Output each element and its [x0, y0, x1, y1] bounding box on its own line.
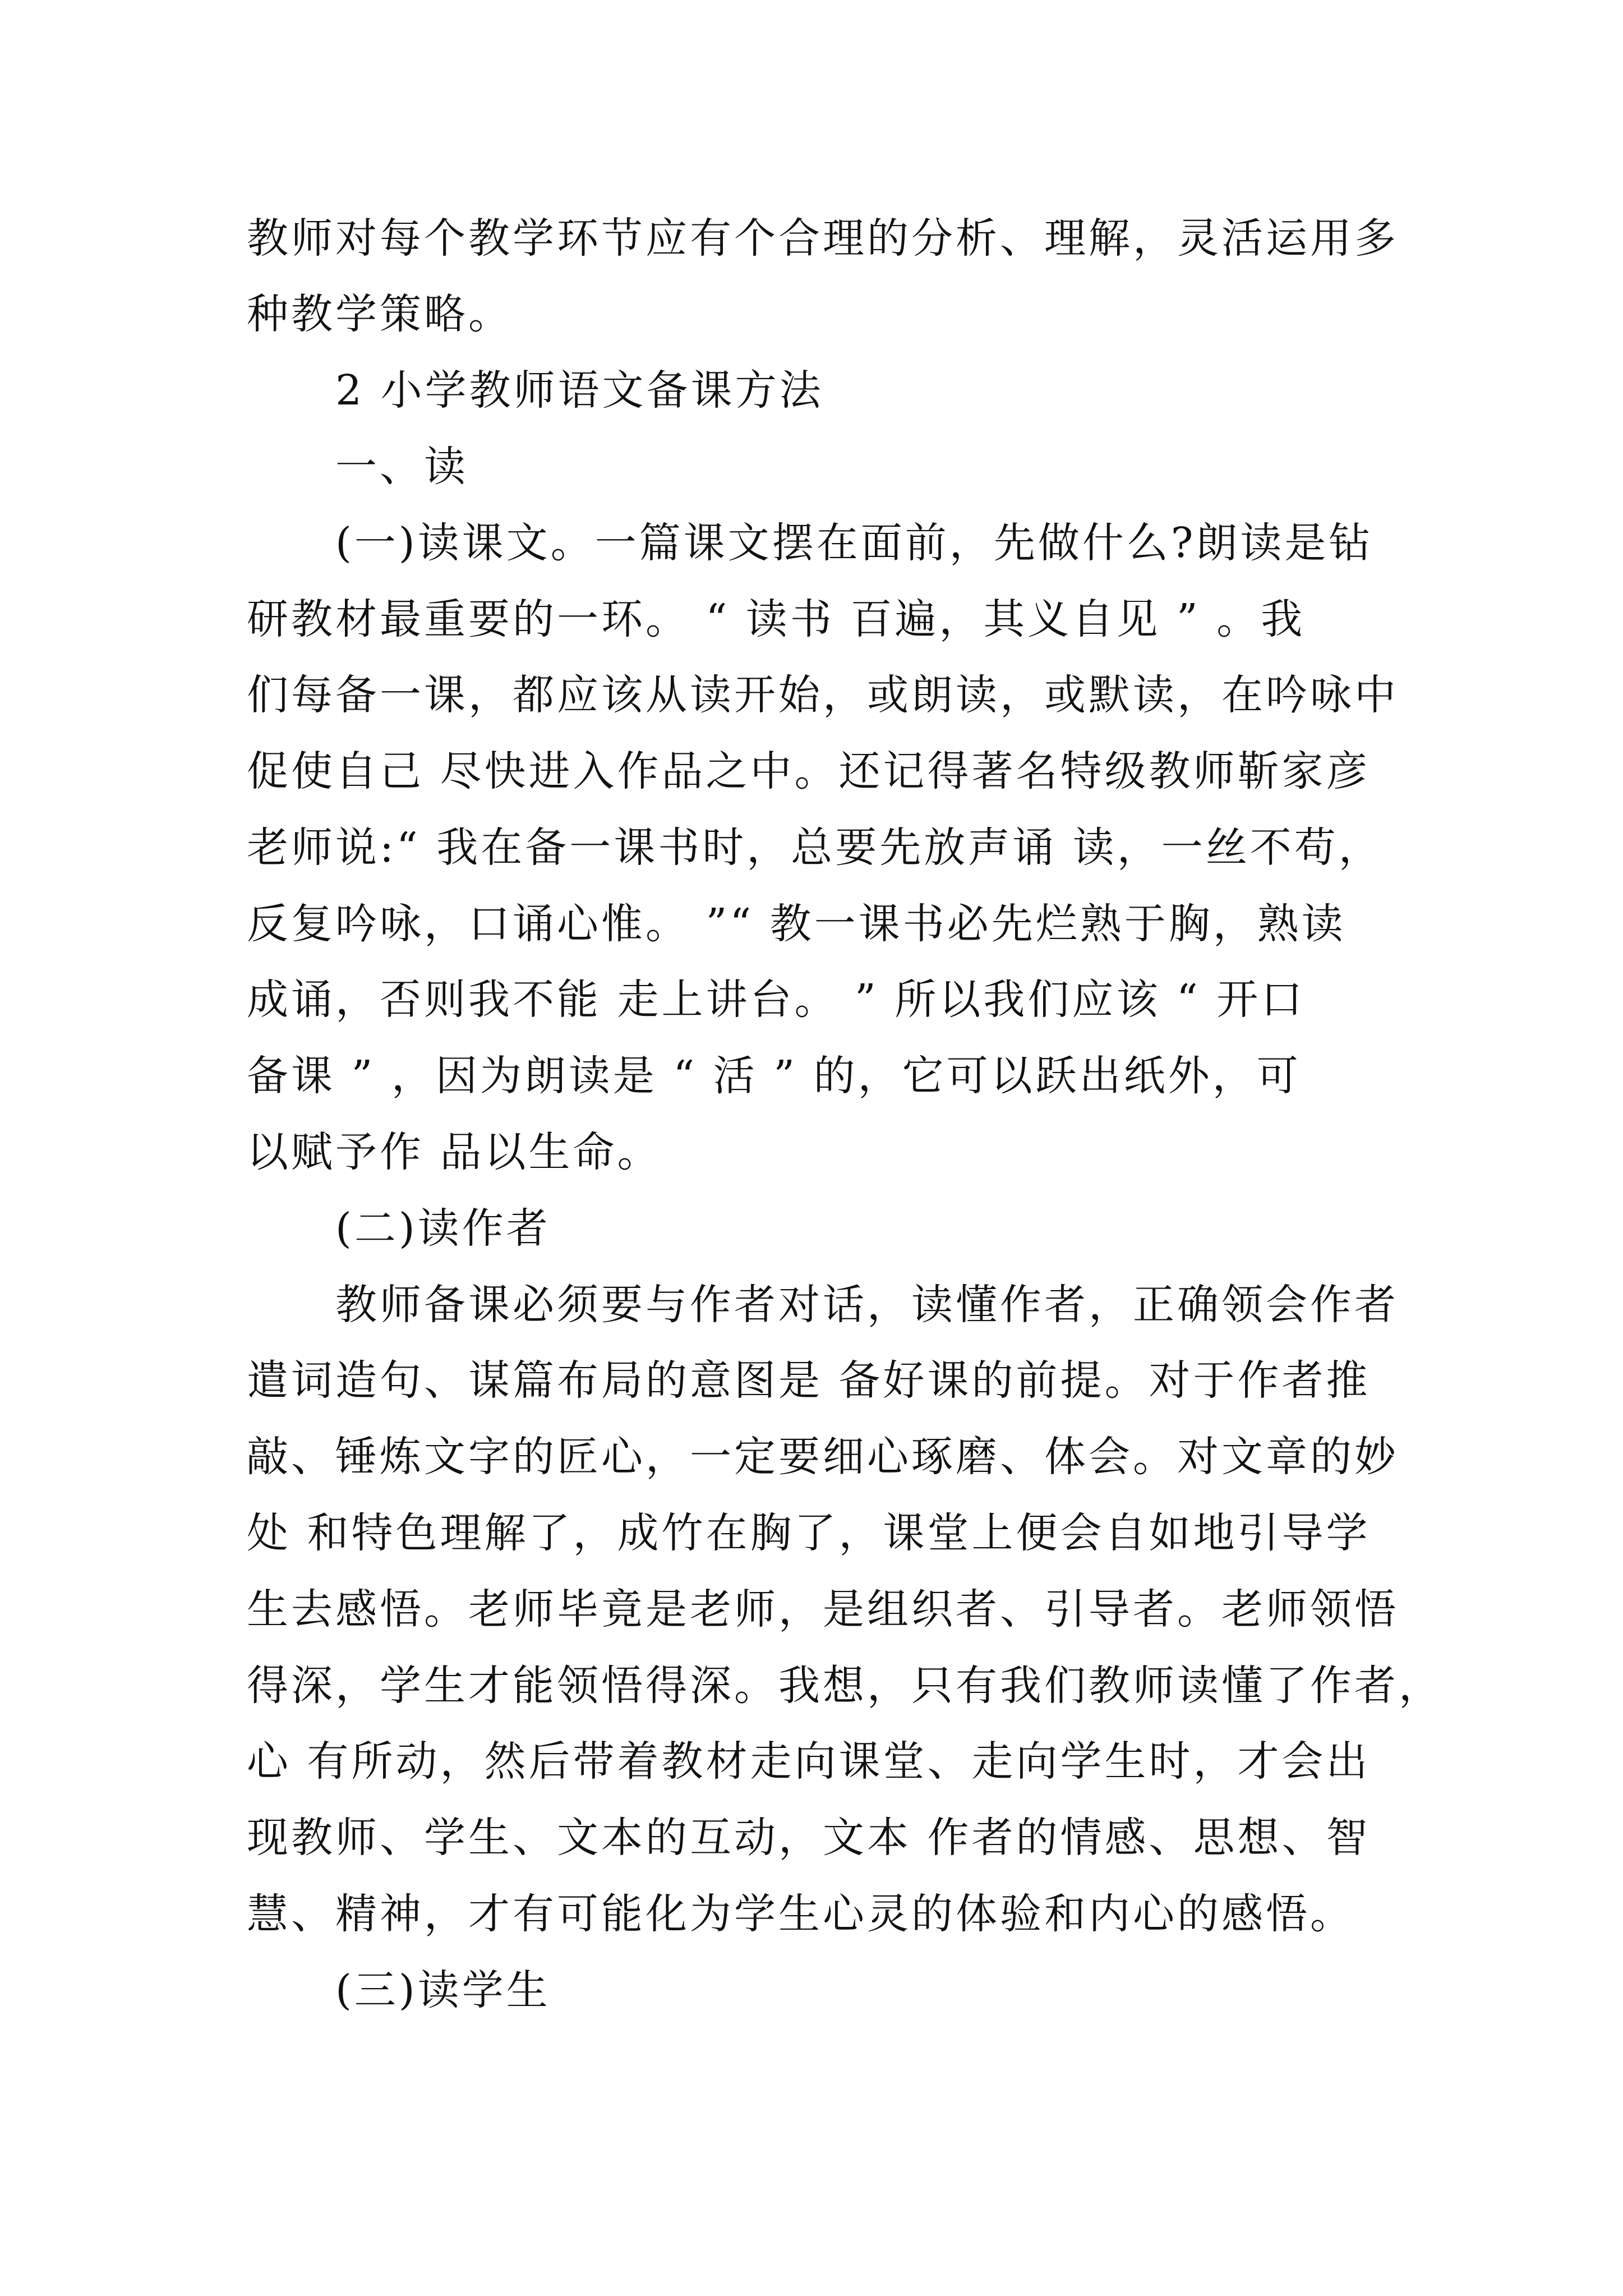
section-heading: 2 小学教师语文备课方法 [335, 366, 824, 415]
paragraph-line: 们每备一课，都应该从读开始，或朗读，或默读，在吟咏中 [247, 671, 1399, 719]
paragraph-line: 研教材最重要的一环。 “ 读书 百遍，其义自见 ” 。我 [247, 595, 1306, 643]
paragraph-line: 备课 ” ，因为朗读是 “ 活 ” 的，它可以跃出纸外，可 [247, 1052, 1301, 1100]
paragraph-line: 生去感悟。老师毕竟是老师，是组织者、引导者。老师领悟 [247, 1585, 1399, 1634]
paragraph-line: 老师说:“ 我在备一课书时，总要先放声诵 读，一丝不苟， [247, 823, 1383, 872]
paragraph-line: 遣词造句、谋篇布局的意图是 备好课的前提。对于作者推 [247, 1356, 1371, 1405]
subsection-heading: (二)读作者 [335, 1204, 551, 1253]
paragraph-line: (一)读课文。一篇课文摆在面前，先做什么?朗读是钻 [335, 519, 1373, 567]
paragraph-line: 现教师、学生、文本的互动，文本 作者的情感、思想、智 [247, 1814, 1371, 1862]
paragraph-line: 敲、锤炼文字的匠心，一定要细心琢磨、体会。对文章的妙 [247, 1433, 1399, 1481]
paragraph-line: 教师备课必须要与作者对话，读懂作者，正确领会作者 [335, 1281, 1399, 1329]
paragraph-line: 慧、精神，才有可能化为学生心灵的体验和内心的感悟。 [247, 1890, 1354, 1938]
paragraph-line: 教师对每个教学环节应有个合理的分析、理解，灵活运用多 [247, 214, 1399, 263]
paragraph-line: 心 有所动，然后带着教材走向课堂、走向学生时，才会出 [247, 1737, 1371, 1786]
paragraph-line: 处 和特色理解了，成竹在胸了，课堂上便会自如地引导学 [247, 1509, 1371, 1557]
paragraph-line: 成诵，否则我不能 走上讲台。 ” 所以我们应该 “ 开口 [247, 976, 1306, 1024]
paragraph-line: 反复吟咏，口诵心惟。 ”“ 教一课书必先烂熟于胸，熟读 [247, 900, 1346, 948]
subsection-heading: 一、读 [335, 443, 468, 491]
paragraph-line: 种教学策略。 [247, 290, 513, 338]
paragraph-line: 以赋予作 品以生命。 [247, 1128, 662, 1176]
paragraph-line: 促使自己 尽快进入作品之中。还记得著名特级教师靳家彦 [247, 747, 1371, 795]
paragraph-line: 得深，学生才能领悟得深。我想，只有我们教师读懂了作者， [247, 1662, 1443, 1710]
subsection-heading: (三)读学生 [335, 1966, 551, 2014]
